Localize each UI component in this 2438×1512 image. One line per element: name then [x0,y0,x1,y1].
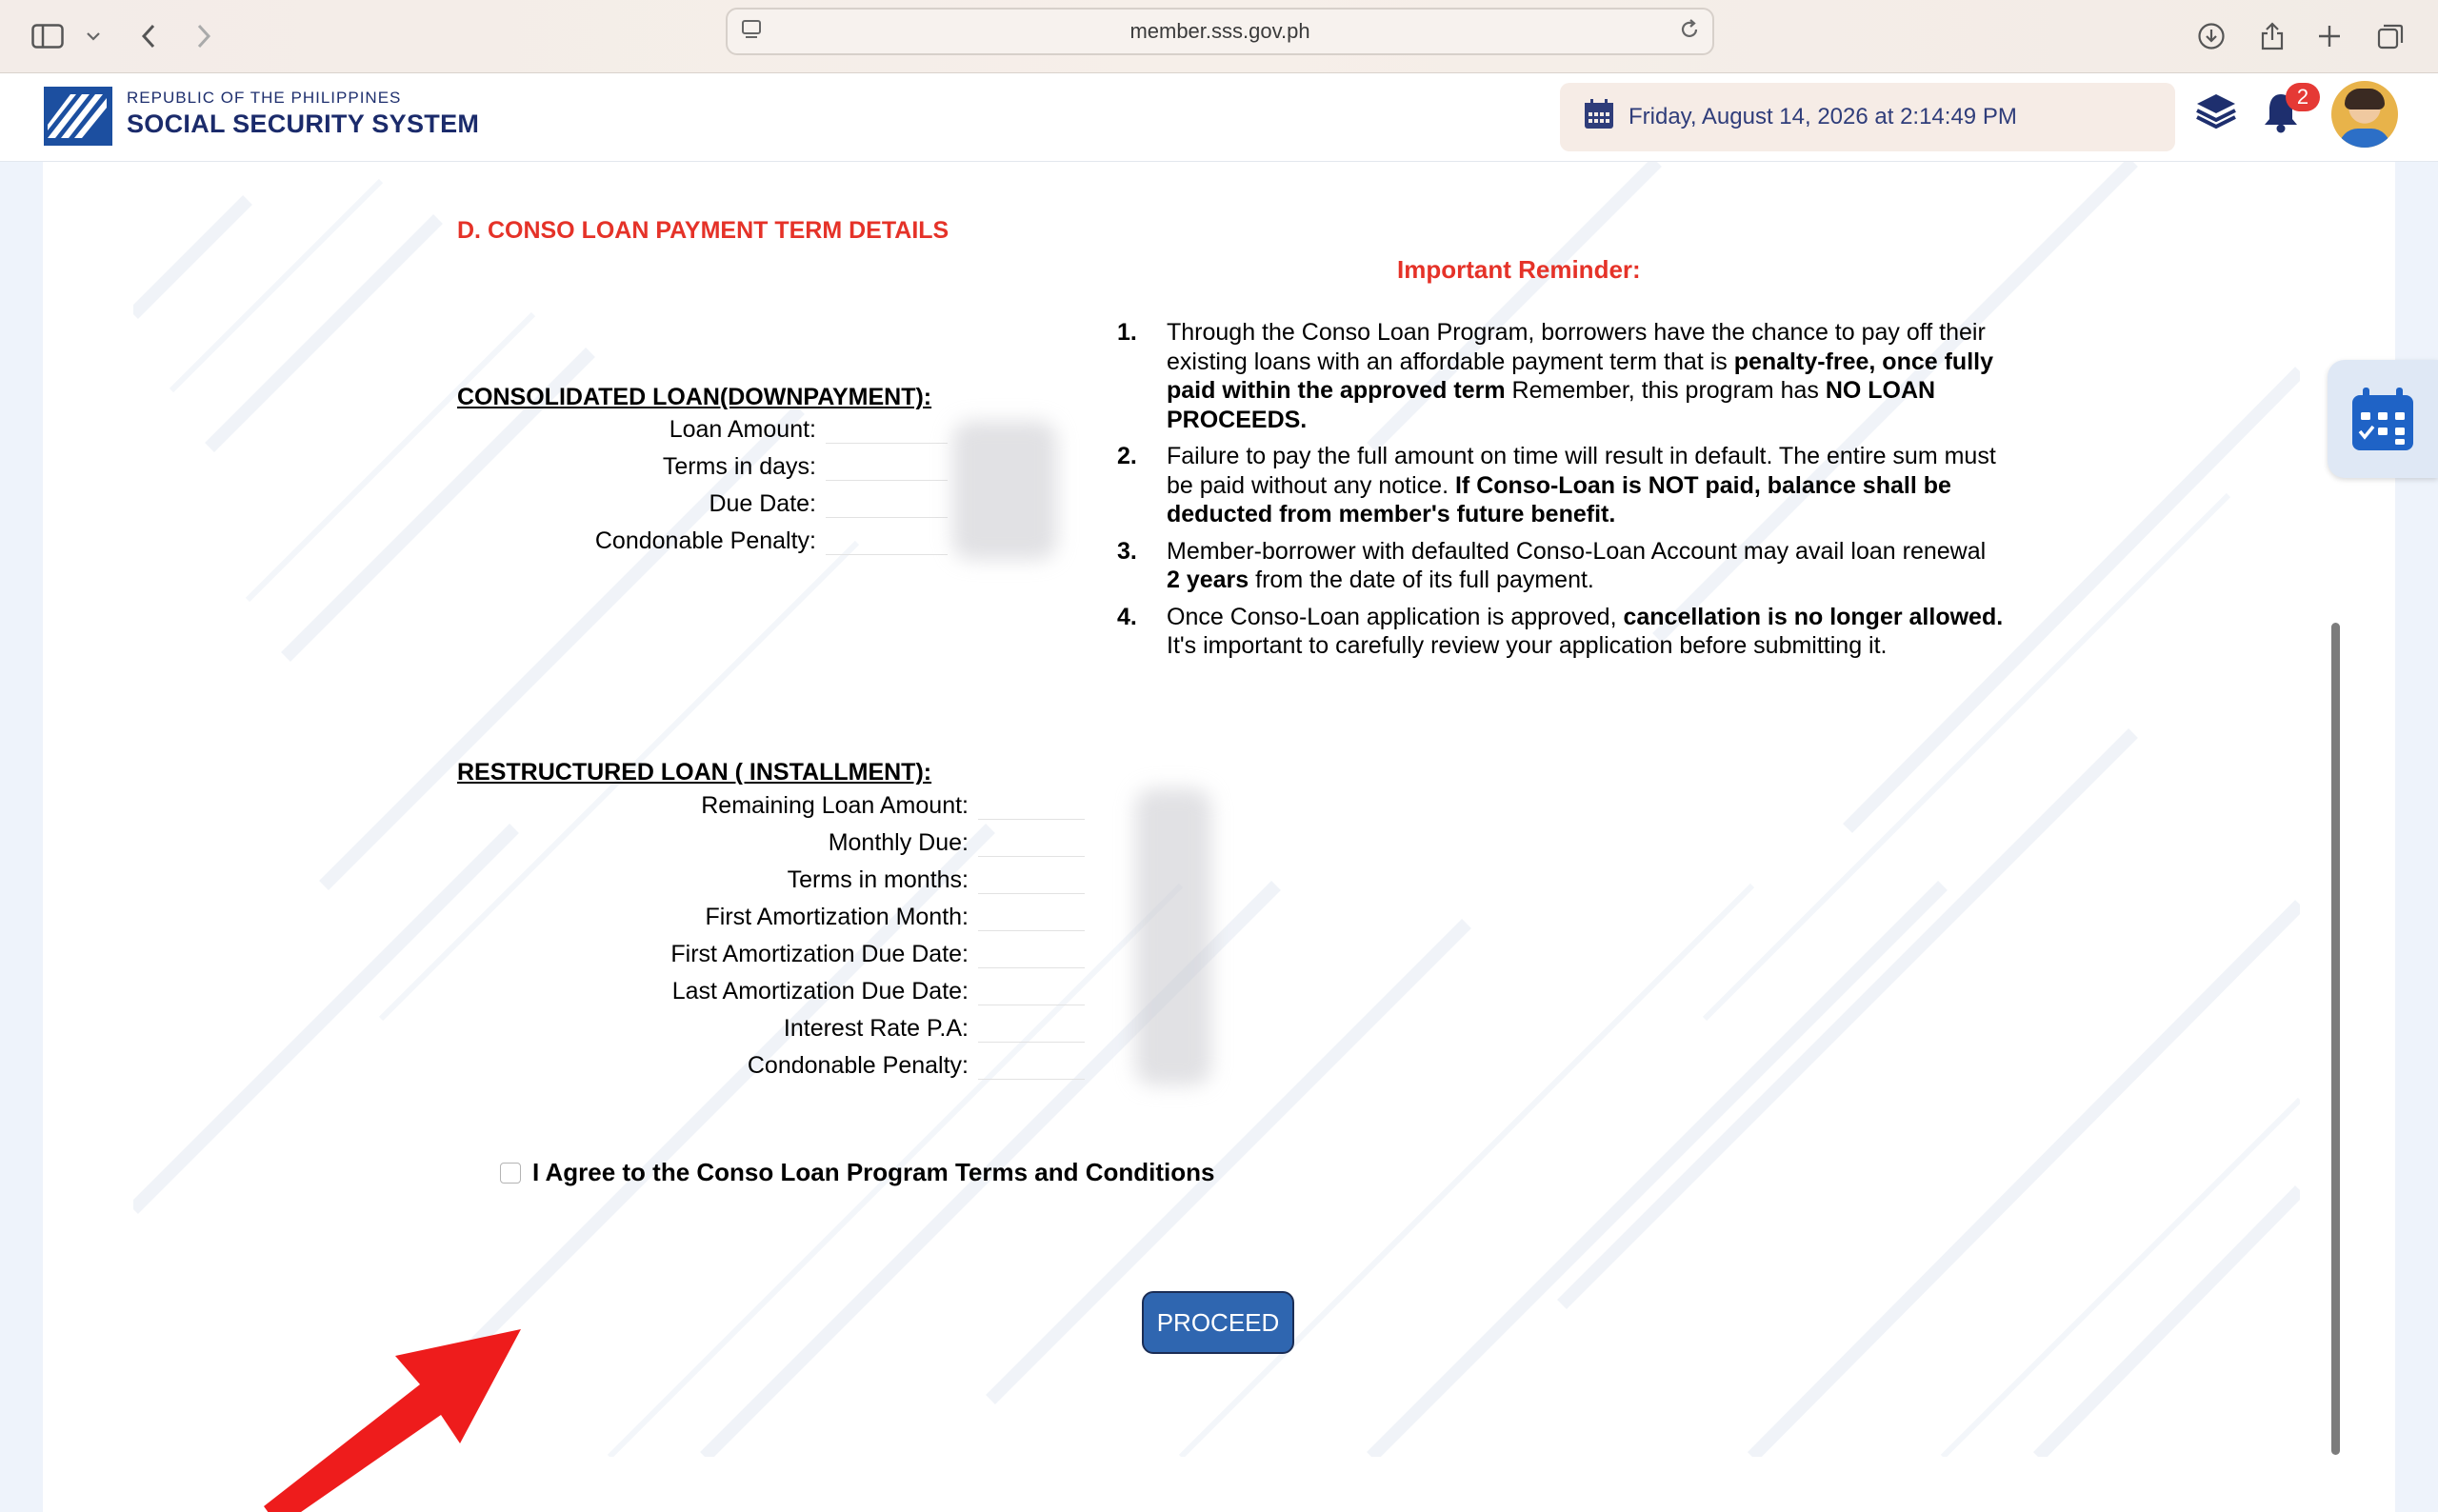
reminder-emphasis: cancellation is no longer allowed. [1623,603,2004,630]
agree-label[interactable]: I Agree to the Conso Loan Program Terms and Conditions [532,1158,1215,1186]
field-value [978,941,1085,968]
main-content [43,162,2395,1512]
redacted-values [1135,788,1211,1085]
consolidated-heading: CONSOLIDATED LOAN(DOWNPAYMENT): [457,384,932,410]
agree-checkbox[interactable] [500,1163,521,1184]
field-label: Interest Rate P.A: [783,1015,969,1042]
field-value [826,416,948,444]
back-icon[interactable] [130,17,168,55]
field-label: Condonable Penalty: [747,1052,969,1079]
field-label: Due Date: [709,490,816,517]
restructured-row-interest [457,1015,1085,1043]
field-label: Remaining Loan Amount: [701,792,969,819]
redacted-values [952,421,1057,560]
share-icon[interactable] [2253,17,2291,55]
field-value [978,1015,1085,1043]
field-label: Last Amortization Due Date: [671,978,969,1005]
reminder-text: Failure to pay the full amount on time will result in default. The entire sum must be paid without any notice. [1167,443,1996,499]
calendar-check-icon [2348,384,2418,454]
field-value [978,866,1085,894]
field-label: Terms in months: [787,866,969,893]
brand-subtitle: REPUBLIC OF THE PHILIPPINES [127,89,402,107]
reminder-emphasis: penalty-free, once fully paid within the approved term [1167,348,1993,404]
reminder-text: Once Conso-Loan application is approved, [1167,603,1624,630]
consolidated-row-due-date [457,490,948,518]
reminder-number: 3. [1117,537,1137,565]
reminder-emphasis: If Conso-Loan is NOT paid, balance shall be deducted from member's future benefit. [1167,471,1951,527]
reload-icon[interactable] [1678,18,1701,47]
restructured-row-penalty [457,1052,1085,1080]
red-arrow-annotation [252,1316,538,1512]
notification-badge: 2 [2286,83,2320,111]
sidebar-toggle-icon[interactable] [29,17,67,55]
field-value [826,453,948,481]
field-value [826,527,948,555]
sss-logo[interactable] [44,87,112,146]
reminder-number: 2. [1117,443,1137,469]
proceed-button[interactable]: PROCEED [1142,1291,1294,1354]
restructured-heading: RESTRUCTURED LOAN ( INSTALLMENT): [457,759,932,786]
floating-calendar-button[interactable] [2328,360,2438,478]
restructured-row-monthly-due [457,829,1085,857]
calendar-icon [1583,98,1615,137]
field-value [978,904,1085,931]
reminder-number: 1. [1117,319,1137,346]
reminder-list [1071,318,2005,668]
field-value [978,829,1085,857]
scrollbar-thumb[interactable] [2331,623,2340,1455]
chevron-down-icon[interactable] [74,17,112,55]
field-value [826,490,948,518]
consolidated-row-loan-amount [457,416,948,444]
field-label: Terms in days: [662,453,816,480]
layers-icon[interactable] [2194,90,2238,135]
datetime-display [1560,83,2175,151]
address-bar[interactable] [726,8,1714,55]
new-tab-icon[interactable] [2310,17,2348,55]
reminder-text: It's important to carefully review your application before submitting it. [1167,632,1888,659]
reminder-emphasis: 2 years [1167,567,1249,593]
reminder-emphasis: NO LOAN PROCEEDS. [1167,377,1936,433]
site-settings-icon[interactable] [741,19,762,46]
terms-agreement[interactable] [500,1158,1215,1187]
restructured-row-terms-months [457,866,1085,894]
reminder-item [1071,537,2005,595]
reminder-number: 4. [1117,603,1137,630]
field-value [978,792,1085,820]
datetime-text: Friday, August 14, 2026 at 2:14:49 PM [1629,104,2017,129]
restructured-row-first-due [457,941,1085,968]
reminder-item [1071,603,2005,661]
reminder-text: Remember, this program has [1505,377,1826,404]
field-value [978,1052,1085,1080]
user-avatar[interactable] [2331,81,2398,148]
field-label: First Amortization Month: [705,904,969,930]
reminder-text: from the date of its full payment. [1249,567,1594,593]
restructured-row-first-month [457,904,1085,931]
restructured-row-last-due [457,978,1085,1005]
url-text: member.sss.gov.ph [1129,19,1310,43]
restructured-row-remaining [457,792,1085,820]
consolidated-row-terms-days [457,453,948,481]
field-label: Loan Amount: [669,416,816,443]
reminder-text: Member-borrower with defaulted Conso-Loan Account may avail loan renewal [1167,537,1987,565]
reminder-title: Important Reminder: [1397,255,1641,284]
field-label: Monthly Due: [828,829,969,856]
reminder-text: Through the Conso Loan Program, borrowers have the chance to pay off their existing loans with an affordable payment term that is [1167,319,1986,375]
reminder-item [1071,318,2005,434]
consolidated-row-penalty [457,527,948,555]
field-value [978,978,1085,1005]
field-label: First Amortization Due Date: [670,941,969,967]
forward-icon[interactable] [185,17,223,55]
field-label: Condonable Penalty: [594,527,816,554]
downloads-icon[interactable] [2192,17,2230,55]
browser-toolbar [0,0,2438,73]
tab-overview-icon[interactable] [2371,17,2409,55]
reminder-item [1071,442,2005,529]
section-title: D. CONSO LOAN PAYMENT TERM DETAILS [457,217,949,244]
brand-title: SOCIAL SECURITY SYSTEM [127,109,480,138]
app-header [0,73,2438,162]
